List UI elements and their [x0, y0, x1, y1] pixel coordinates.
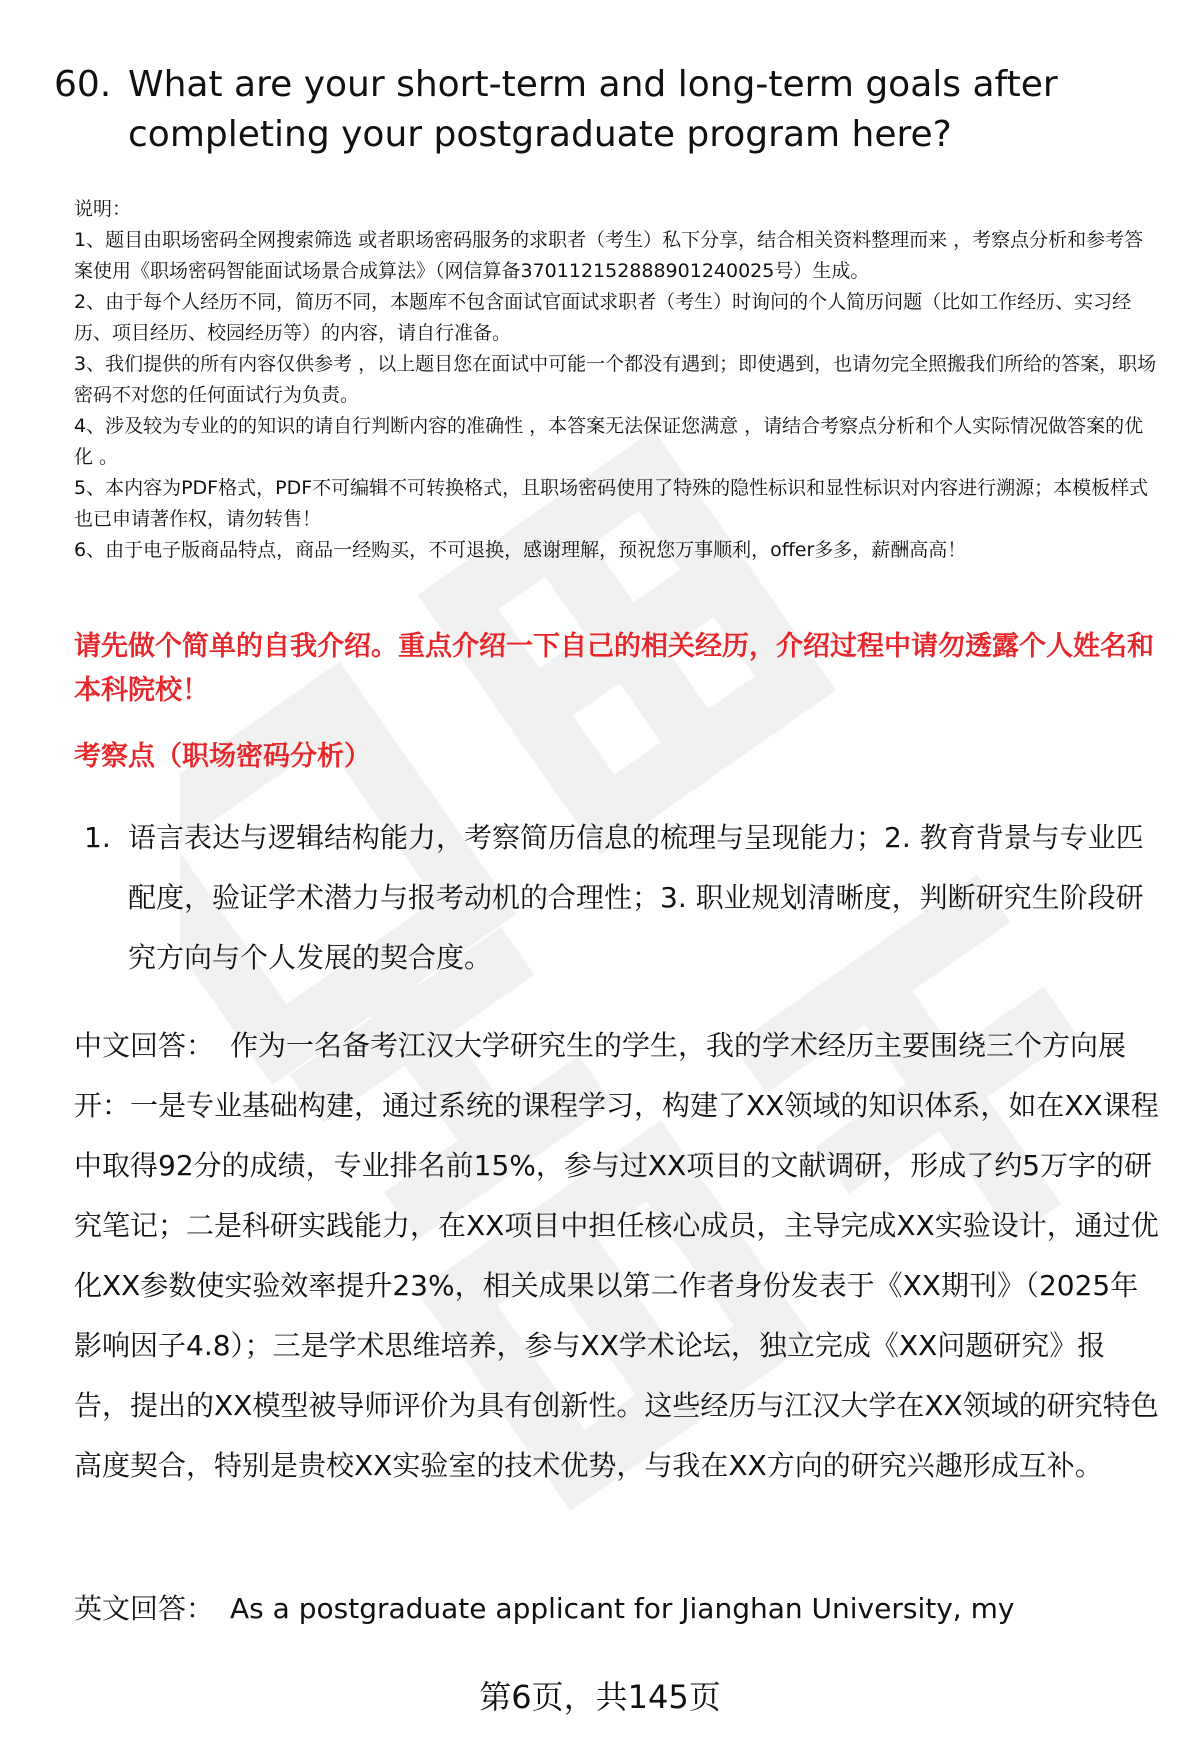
question-heading — [54, 60, 1154, 160]
note-item-4: 4、涉及较为专业的的知识的请自行判断内容的准确性 ，本答案无法保证您满意 ，请结合考察点分析和个人实际情况做答案的优化 。 — [74, 415, 1144, 468]
analysis-point — [84, 808, 1159, 988]
prompt-heading: 请先做个简单的自我介绍。重点介绍一下自己的相关经历，介绍过程中请勿透露个人姓名和本科院校！ — [74, 631, 1154, 706]
analysis-point-number: 1. — [84, 821, 111, 854]
english-answer-text: As a postgraduate applicant for Jianghan University, my — [230, 1592, 1015, 1625]
disclaimer-notes — [74, 194, 1159, 566]
note-item-2: 2、由于每个人经历不同，简历不同，本题库不包含面试官面试求职者（考生）时询问的个人简历问题（比如工作经历、实习经历、项目经历、校园经历等）的内容，请自行准备。 — [74, 291, 1132, 344]
chinese-answer — [74, 1016, 1159, 1496]
page-footer: 第6页，共145页 — [479, 1678, 721, 1716]
chinese-answer-label: 中文回答： — [74, 1029, 215, 1062]
chinese-answer-text: 作为一名备考江汉大学研究生的学生，我的学术经历主要围绕三个方向展开：一是专业基础构建，通过系统的课程学习，构建了XX领域的知识体系，如在XX课程中取得92分的成绩，专业排名前15%，参与过XX项目的文献调研，形成了约5万字的研究笔记；二是科研实践能力，在XX项目中担任核心成员，主导完成XX实验设计，通过优化XX参数使实验效率提升23%，相关成果以第二作者身份发表于《XX期刊》（2025年影响因子4.8）；三是学术思维培养，参与XX学术论坛，独立完成《XX问题研究》报告，提出的XX模型被导师评价为具有创新性。这些经历与江汉大学在XX领域的研究特色高度契合，特别是贵校XX实验室的技术优势，与我在XX方向的研究兴趣形成互补。 — [74, 1029, 1159, 1482]
question-number: 60. — [54, 64, 112, 105]
note-item-6: 6、由于电子版商品特点，商品一经购买，不可退换，感谢理解，预祝您万事顺利，offer多多，薪酬高高！ — [74, 539, 967, 561]
question-text: What are your short-term and long-term goals after completing your postgraduate program here? — [128, 64, 1058, 155]
notes-title: 说明： — [74, 198, 132, 220]
analysis-title: 考察点（职场密码分析） — [74, 741, 371, 772]
english-answer — [74, 1579, 1159, 1639]
analysis-point-text: 语言表达与逻辑结构能力，考察简历信息的梳理与呈现能力；2. 教育背景与专业匹配度，验证学术潜力与报考动机的合理性；3. 职业规划清晰度，判断研究生阶段研究方向与个人发展的契合度。 — [128, 821, 1144, 974]
note-item-3: 3、我们提供的所有内容仅供参考 ，以上题目您在面试中可能一个都没有遇到；即使遇到，也请勿完全照搬我们所给的答案，职场密码不对您的任何面试行为负责。 — [74, 353, 1157, 406]
note-item-5: 5、本内容为PDF格式，PDF不可编辑不可转换格式，且职场密码使用了特殊的隐性标识和显性标识对内容进行溯源；本模板样式也已申请著作权，请勿转售！ — [74, 477, 1149, 530]
note-item-1: 1、题目由职场密码全网搜索筛选 或者职场密码服务的求职者（考生）私下分享，结合相关资料整理而来 ，考察点分析和参考答案使用《职场密码智能面试场景合成算法》（网信算备370112152888901240025号）生成。 — [74, 229, 1144, 282]
english-answer-label: 英文回答： — [74, 1592, 215, 1625]
